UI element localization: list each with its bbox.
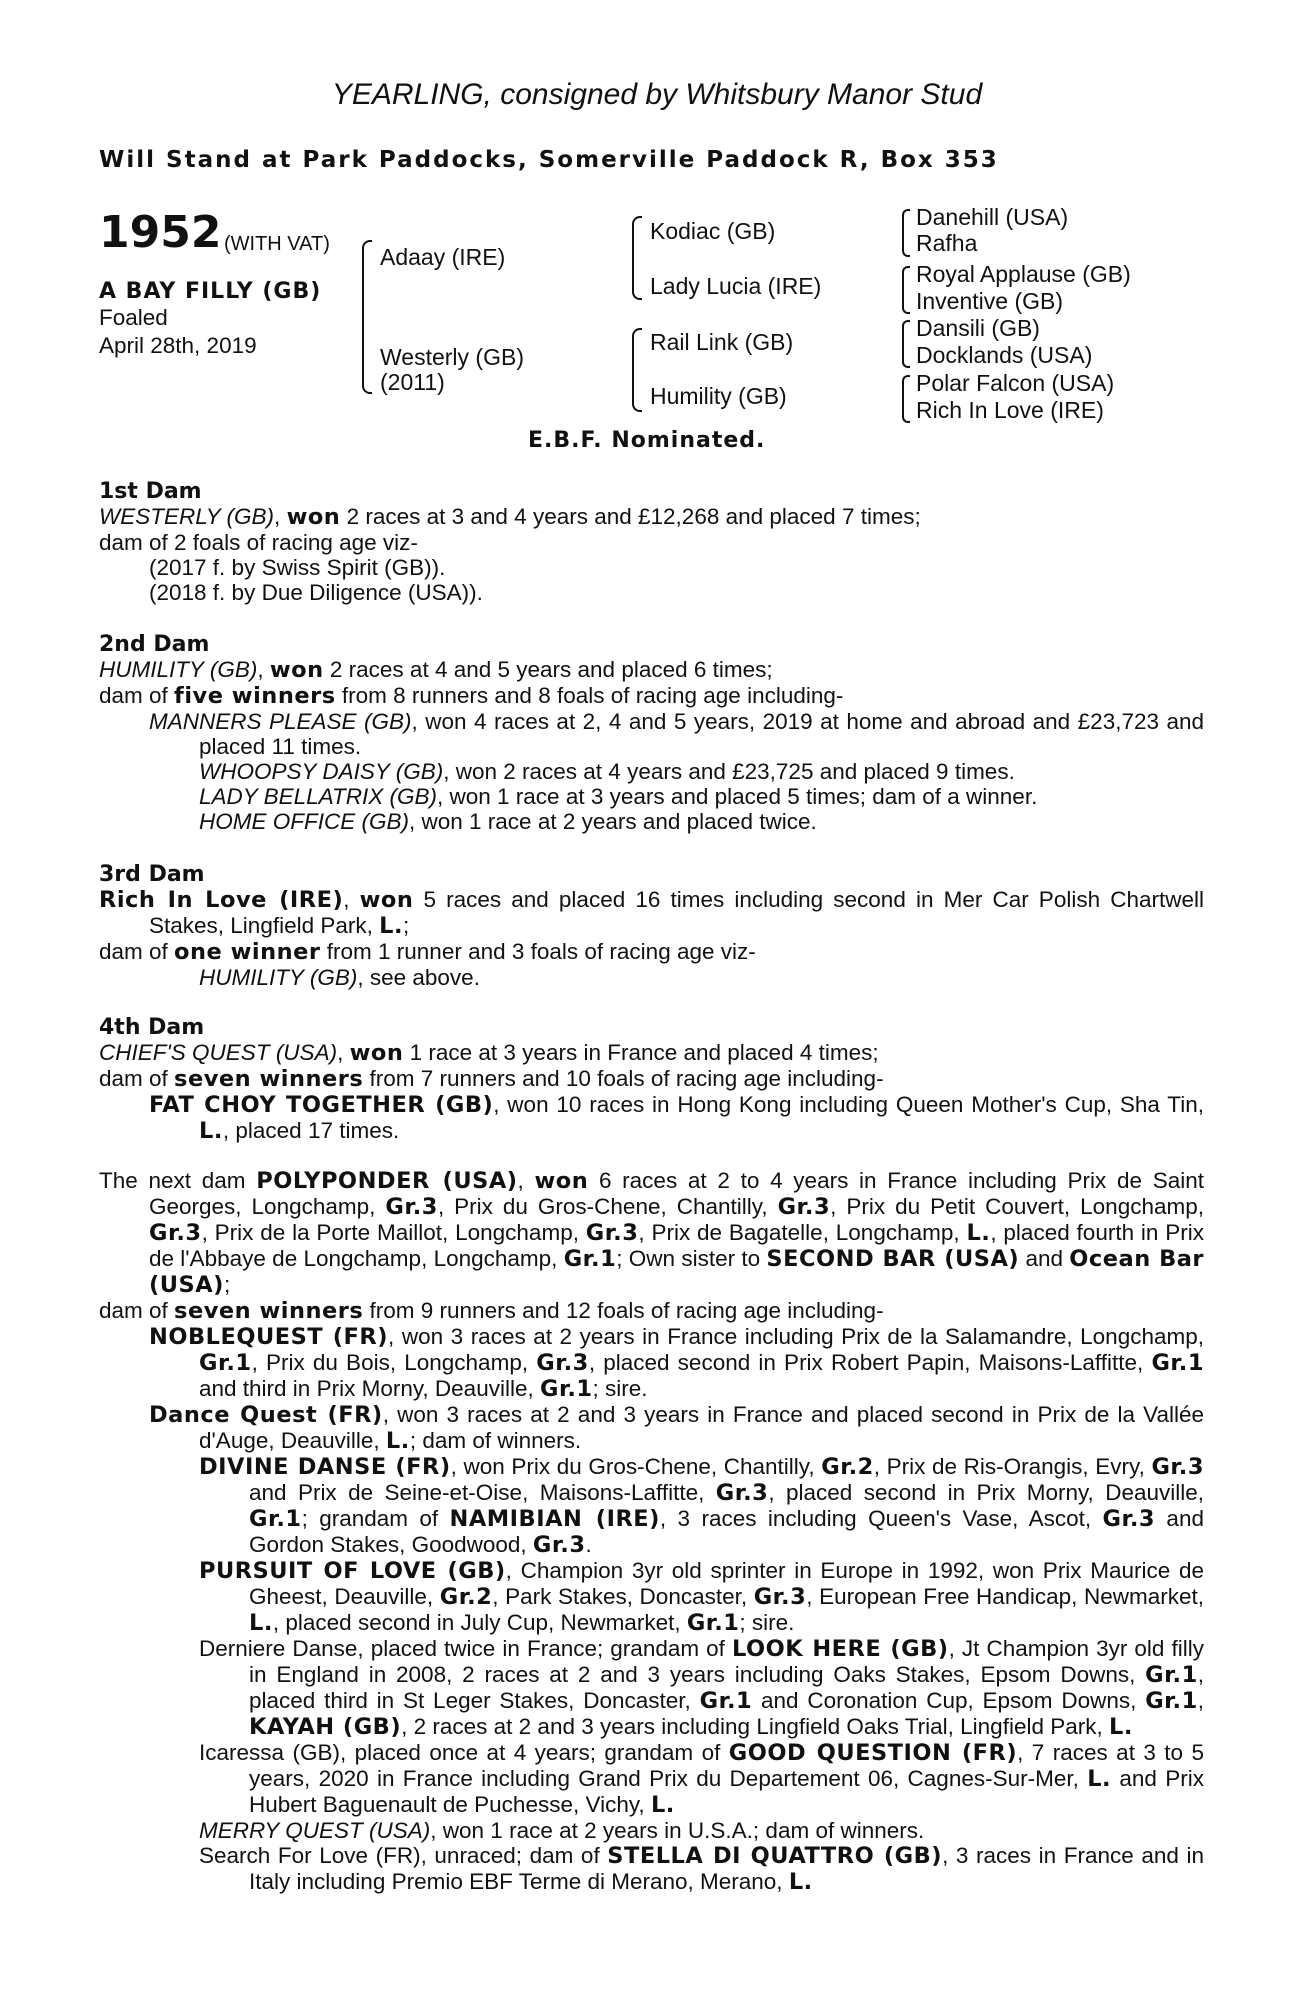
won-label: won: [286, 504, 341, 530]
dam-record: 2 races at 4 and 5 years and placed 6 times;: [323, 657, 773, 682]
second-dam-section: 2nd Dam HUMILITY (GB), won 2 races at 4 and 5 years and placed 6 times; dam of five winners from 8 runners and 8 foals of racing age including- MANNERS PLEASE (GB), won 4 races at 2, 4 and 5 years, 2019 at home and abroad and £23,723 and placed 11 times. WHOOPSY DAISY (GB), won 2 races at 4 years and £23,725 and placed 9 times. LADY BELLATRIX (GB), won 1 race at 3 years and placed 5 times; dam of a winner. HOME OFFICE (GB), won 1 race at 2 years and placed twice.: [99, 632, 1205, 834]
produce-item: DIVINE DANSE (FR), won Prix du Gros-Chene, Chantilly, Gr.2, Prix de Ris-Orangis, Evry, Gr.3 and Prix de Seine-et-Oise, Maisons-Laffitte, Gr.3, placed second in Prix Morny, Deauville, Gr.1; grandam of NAMIBIAN (IRE), 3 races including Queen's Vase, Ascot, Gr.3 and Gordon Stakes, Goodwood, Gr.3.: [199, 1454, 1204, 1558]
third-dam-section: [99, 862, 1204, 990]
section-heading: 3rd Dam: [99, 862, 205, 887]
pedigree-dam: Westerly (GB): [380, 344, 524, 370]
pedigree-brace: [362, 240, 372, 394]
first-dam-section: 1st Dam WESTERLY (GB), won 2 races at 3 and 4 years and £12,268 and placed 7 times; dam of 2 foals of racing age viz- (2017 f. by Swiss Spirit (GB)). (2018 f. by Due Diligence (USA)).: [99, 479, 1204, 605]
pedigree-sds: Royal Applause (GB): [916, 261, 1131, 287]
dam-record: 1 race at 3 years in France and placed 4 times;: [403, 1040, 879, 1065]
pedigree-dam-year: (2011): [380, 369, 445, 395]
dam-produce-summary: dam of one winner from 1 runner and 3 foals of racing age viz-: [99, 939, 756, 965]
pedigree-sire-dam: Lady Lucia (IRE): [650, 273, 822, 299]
produce-item: LADY BELLATRIX (GB), won 1 race at 3 years and placed 5 times; dam of a winner.: [199, 784, 1038, 809]
section-heading: 1st Dam: [99, 479, 202, 504]
produce-item: MERRY QUEST (USA), won 1 race at 2 years in U.S.A.; dam of winners.: [199, 1818, 925, 1843]
pedigree-dam-dam: Humility (GB): [650, 383, 787, 409]
produce-item: Search For Love (FR), unraced; dam of STELLA DI QUATTRO (GB), 3 races in France and in Italy including Premio EBF Terme di Merano, Merano, L.: [199, 1843, 1204, 1895]
pedigree-brace: [632, 328, 642, 412]
produce-item: FAT CHOY TOGETHER (GB), won 10 races in Hong Kong including Queen Mother's Cup, Sha Tin, L., placed 17 times.: [149, 1092, 1204, 1144]
dam-produce-summary: dam of seven winners from 9 runners and 12 foals of racing age including-: [99, 1298, 884, 1324]
won-label: won: [349, 1040, 404, 1066]
vat-note: (WITH VAT): [224, 233, 330, 255]
dam-name: CHIEF'S QUEST (USA): [99, 1040, 338, 1065]
dam-record: The next dam POLYPONDER (USA), won 6 races at 2 to 4 years in France including Prix de Saint Georges, Longchamp, Gr.3, Prix du Gros-Chene, Chantilly, Gr.3, Prix du Petit Couvert, Longchamp, Gr.3, Prix de la Porte Maillot, Longchamp, Gr.3, Prix de Bagatelle, Longchamp, L., placed fourth in Prix de l'Abbaye de Longchamp, Longchamp, Gr.1; Own sister to SECOND BAR (USA) and Ocean Bar (USA);: [99, 1168, 1205, 1298]
ebf-nominated: E.B.F. Nominated.: [528, 428, 766, 453]
produce-item: (2018 f. by Due Diligence (USA)).: [149, 580, 483, 605]
pedigree-brace: [902, 209, 910, 257]
produce-item: WHOOPSY DAISY (GB), won 2 races at 4 years and £23,725 and placed 9 times.: [199, 759, 1015, 784]
produce-item: (2017 f. by Swiss Spirit (GB)).: [149, 555, 446, 580]
produce-item: Dance Quest (FR), won 3 races at 2 and 3 years in France and placed second in Prix de la Vallée d'Auge, Deauville, L.; dam of winners.: [149, 1402, 1204, 1454]
produce-item: Derniere Danse, placed twice in France; grandam of LOOK HERE (GB), Jt Champion 3yr old filly in England in 2008, 2 races at 2 and 3 years including Oaks Stakes, Epsom Downs, Gr.1, placed third in St Leger Stakes, Doncaster, Gr.1 and Coronation Cup, Epsom Downs, Gr.1, KAYAH (GB), 2 races at 2 and 3 years including Lingfield Oaks Trial, Lingfield Park, L.: [199, 1636, 1205, 1740]
pedigree-brace: [902, 375, 910, 423]
dam-produce-summary: dam of 2 foals of racing age viz-: [99, 530, 418, 555]
horse-name: A BAY FILLY (GB): [99, 279, 322, 304]
pedigree-sire-sire: Kodiac (GB): [650, 218, 776, 244]
fourth-dam-section: 4th Dam CHIEF'S QUEST (USA), won 1 race at 3 years in France and placed 4 times; dam of seven winners from 7 runners and 10 foals of racing age including- FAT CHOY TOGETHER (GB), won 10 races in Hong Kong including Queen Mother's Cup, Sha Tin, L., placed 17 times.: [99, 1015, 1204, 1144]
produce-item: PURSUIT OF LOVE (GB), Champion 3yr old sprinter in Europe in 1992, won Prix Maurice de Gheest, Deauville, Gr.2, Park Stakes, Doncaster, Gr.3, European Free Handicap, Newmarket, L., placed second in July Cup, Newmarket, Gr.1; sire.: [199, 1558, 1204, 1636]
section-heading: 4th Dam: [99, 1015, 205, 1040]
dam-produce-summary: dam of seven winners from 7 runners and 10 foals of racing age including-: [99, 1066, 884, 1092]
dam-record: 2 races at 3 and 4 years and £12,268 and placed 7 times;: [340, 504, 921, 529]
pedigree-ddd: Rich In Love (IRE): [916, 397, 1104, 423]
dam-record: Rich In Love (IRE), won 5 races and placed 16 times including second in Mer Car Polish Chartwell Stakes, Lingfield Park, L.;: [99, 887, 1204, 939]
produce-item: MANNERS PLEASE (GB), won 4 races at 2, 4 and 5 years, 2019 at home and abroad and £23,723 and placed 11 times.: [149, 709, 1205, 759]
produce-item: HOME OFFICE (GB), won 1 race at 2 years and placed twice.: [199, 809, 817, 834]
dam-produce-summary: dam of five winners from 8 runners and 8 foals of racing age including-: [99, 683, 844, 709]
pedigree-sdd: Inventive (GB): [916, 288, 1063, 314]
dam-name: HUMILITY (GB): [99, 657, 258, 682]
foaled-date: April 28th, 2019: [99, 333, 257, 358]
pedigree-brace: [902, 266, 910, 314]
next-dam-section: [99, 1168, 1204, 1895]
pedigree-sire: Adaay (IRE): [380, 244, 506, 270]
pedigree-dam-sire: Rail Link (GB): [650, 329, 794, 355]
pedigree-ssd: Rafha: [916, 230, 978, 256]
section-heading: 2nd Dam: [99, 632, 210, 657]
produce-item: HUMILITY (GB), see above.: [199, 965, 480, 990]
pedigree-dss: Dansili (GB): [916, 315, 1040, 341]
stand-location: Will Stand at Park Paddocks, Somerville Paddock R, Box 353: [99, 147, 999, 173]
pedigree-dsd: Docklands (USA): [916, 342, 1093, 368]
pedigree-sss: Danehill (USA): [916, 204, 1069, 230]
pedigree-dds: Polar Falcon (USA): [916, 370, 1115, 396]
dam-name: WESTERLY (GB): [99, 504, 275, 529]
pedigree-brace: [632, 216, 642, 300]
produce-item: NOBLEQUEST (FR), won 3 races at 2 years in France including Prix de la Salamandre, Longchamp, Gr.1, Prix du Bois, Longchamp, Gr.3, placed second in Prix Robert Papin, Maisons-Laffitte, Gr.1 and third in Prix Morny, Deauville, Gr.1; sire.: [149, 1324, 1204, 1402]
produce-item: Icaressa (GB), placed once at 4 years; grandam of GOOD QUESTION (FR), 7 races at 3 to 5 years, 2020 in France including Grand Prix du Departement 06, Cagnes-Sur-Mer, L. and Prix Hubert Baguenault de Puchesse, Vichy, L.: [199, 1740, 1205, 1818]
foaled-label: Foaled: [99, 305, 168, 330]
won-label: won: [269, 657, 324, 683]
pedigree-brace: [902, 320, 910, 368]
lot-number: 1952: [99, 207, 222, 258]
page-title: YEARLING, consigned by Whitsbury Manor Stud: [331, 78, 983, 111]
